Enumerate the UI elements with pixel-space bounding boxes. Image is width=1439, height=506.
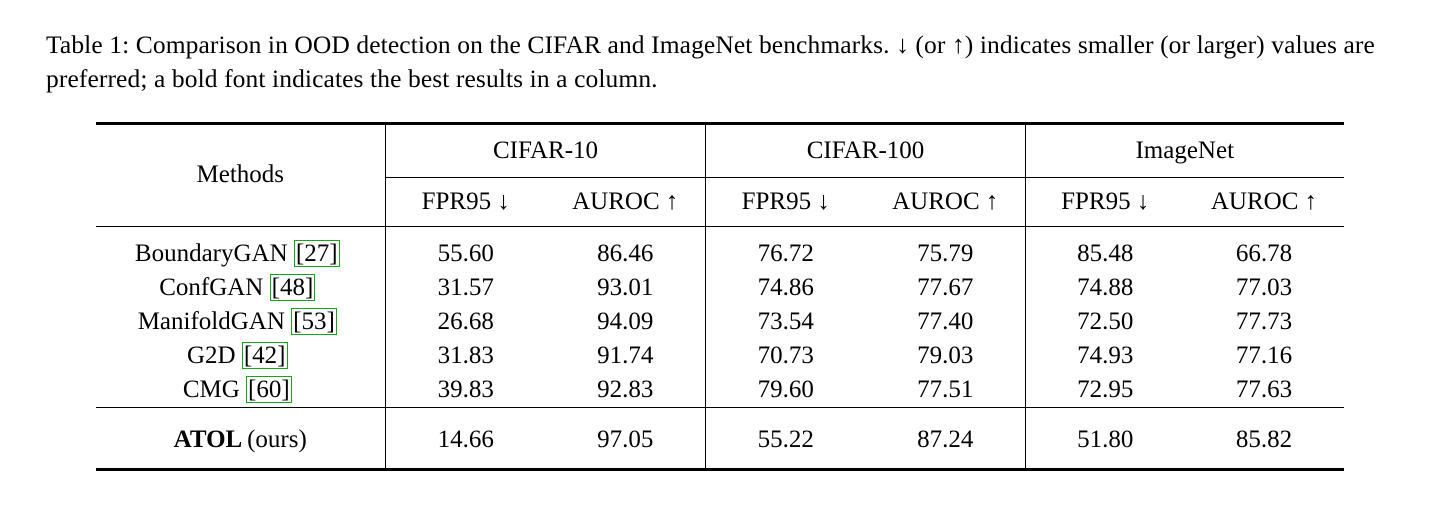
- table-row: [96, 271, 1344, 305]
- header-methods: Methods: [96, 123, 386, 226]
- cell-value: 77.51: [917, 375, 974, 403]
- cell-value: 94.09: [597, 307, 654, 335]
- citation-link[interactable]: [48]: [271, 273, 314, 301]
- cell-value: 76.72: [706, 237, 866, 271]
- cell-value: 70.73: [706, 339, 866, 373]
- cell-value: 77.63: [1235, 375, 1293, 403]
- row-method-cmg: [96, 373, 386, 408]
- header-group-cifar100: CIFAR-100: [706, 123, 1026, 177]
- header-group-cifar10: CIFAR-10: [386, 123, 706, 177]
- cell-value: 66.78: [1235, 239, 1293, 267]
- cell-value: 31.83: [386, 339, 546, 373]
- rule-bottom: [96, 462, 1344, 470]
- method-name: G2D: [186, 341, 236, 369]
- cell-value: 55.60: [386, 237, 546, 271]
- cell-value-best: 14.66: [386, 418, 546, 462]
- header-metric-3: FPR95 ↓: [706, 177, 866, 226]
- table-row-ours: [96, 418, 1344, 462]
- cell-value: 79.03: [917, 341, 974, 369]
- cell-value: 77.73: [1235, 307, 1293, 335]
- cell-value: 91.74: [597, 341, 654, 369]
- cell-value: 74.88: [1026, 271, 1185, 305]
- cell-value: 86.46: [597, 239, 654, 267]
- row-method-boundarygan: [96, 237, 386, 271]
- table-container: [96, 122, 1344, 471]
- cell-value-best: 55.22: [706, 418, 866, 462]
- method-name: BoundaryGAN: [134, 239, 288, 267]
- header-metric-5: FPR95 ↓: [1026, 177, 1185, 226]
- citation-link[interactable]: [27]: [295, 239, 338, 267]
- cell-value: 72.95: [1026, 373, 1185, 408]
- cell-value: 31.57: [386, 271, 546, 305]
- header-metric-2: AUROC ↑: [572, 187, 679, 215]
- cell-value: 26.68: [386, 305, 546, 339]
- cell-value: 72.50: [1026, 305, 1185, 339]
- method-name: ConfGAN: [159, 273, 264, 301]
- header-metric-4: AUROC ↑: [892, 187, 999, 215]
- method-name: ManifoldGAN: [137, 307, 285, 335]
- cell-value: 74.86: [706, 271, 866, 305]
- cell-value: 93.01: [597, 273, 654, 301]
- cell-value: 77.03: [1235, 273, 1293, 301]
- table-row: [96, 373, 1344, 408]
- cell-value: 73.54: [706, 305, 866, 339]
- table-header-groups: [96, 123, 1344, 177]
- rule-above-ours: [96, 407, 1344, 418]
- caption-text: Table 1: Comparison in OOD detection on the CIFAR and ImageNet benchmarks. ↓ (or ↑) indicates smaller (or larger) values are preferred; a bold font indicates the best results in a column.: [46, 30, 1375, 93]
- cell-value: 77.16: [1235, 341, 1293, 369]
- cell-value: 77.67: [917, 273, 974, 301]
- table-row: [96, 237, 1344, 271]
- method-name: CMG: [182, 375, 240, 403]
- method-name: ATOL: [173, 425, 241, 453]
- cell-value: 92.83: [597, 375, 654, 403]
- cell-value: 77.40: [917, 307, 974, 335]
- table-caption: [46, 28, 1393, 96]
- method-suffix: (ours): [247, 425, 307, 453]
- header-metric-6: AUROC ↑: [1210, 187, 1318, 215]
- row-method-confgan: [96, 271, 386, 305]
- cell-value-best: 85.82: [1235, 425, 1293, 453]
- cell-value-best: 87.24: [917, 425, 974, 453]
- citation-link[interactable]: [60]: [248, 375, 290, 403]
- cell-value: 75.79: [917, 239, 974, 267]
- cell-value-best: 97.05: [597, 425, 654, 453]
- cell-value: 79.60: [706, 373, 866, 408]
- table-row: [96, 305, 1344, 339]
- cell-value: 74.93: [1026, 339, 1185, 373]
- cell-value-best: 51.80: [1026, 418, 1185, 462]
- cell-value: 39.83: [386, 373, 546, 408]
- row-method-manifoldgan: [96, 305, 386, 339]
- comparison-table: [96, 122, 1344, 471]
- row-method-atol: [96, 418, 386, 462]
- header-group-imagenet: ImageNet: [1026, 123, 1344, 177]
- row-method-g2d: [96, 339, 386, 373]
- table-row: [96, 339, 1344, 373]
- header-metric-1: FPR95 ↓: [386, 177, 546, 226]
- cell-value: 85.48: [1026, 237, 1185, 271]
- citation-link[interactable]: [42]: [243, 341, 286, 369]
- citation-link[interactable]: [53]: [293, 307, 335, 335]
- rule-under-header: [96, 226, 1344, 237]
